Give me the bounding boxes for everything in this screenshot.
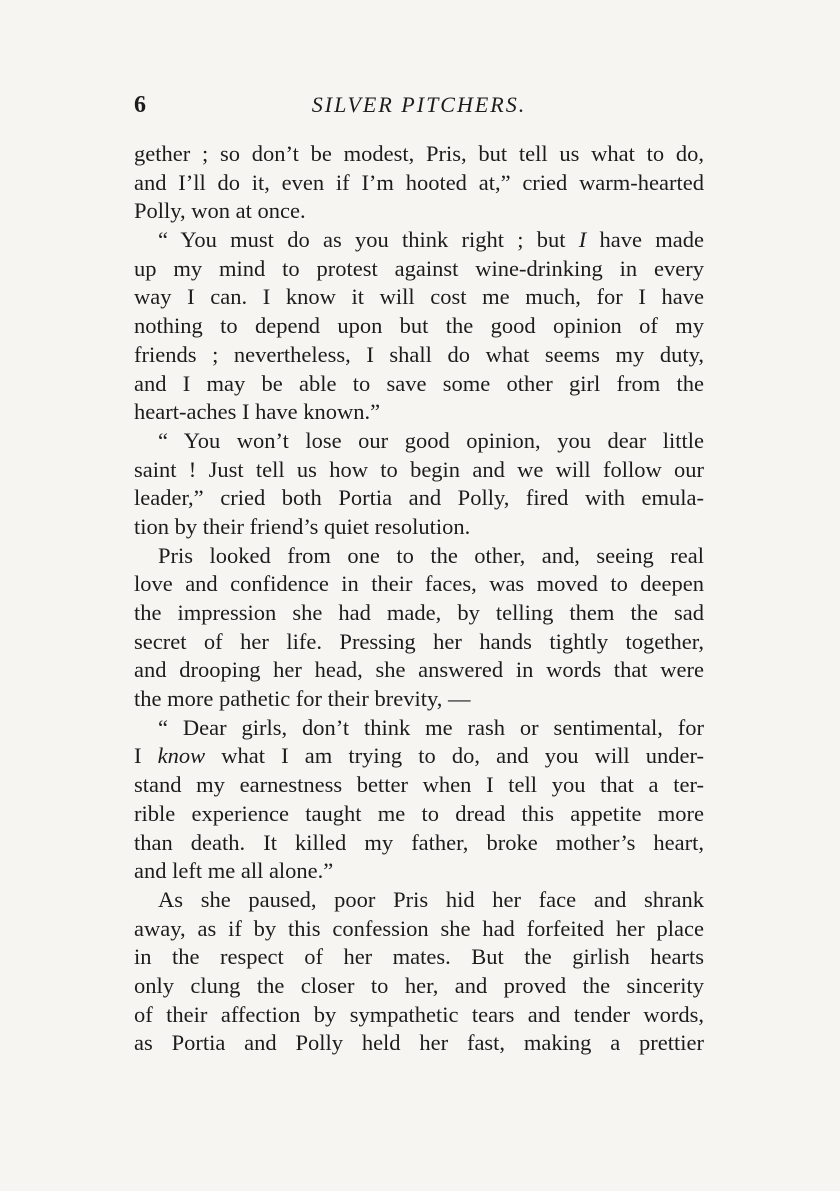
running-title: SILVER PITCHERS. xyxy=(311,92,527,117)
text-line: love and confidence in their faces, was moved to deepen xyxy=(134,571,704,597)
text-line: and drooping her head, she answered in words that were xyxy=(134,657,704,683)
text-fragment: what I am trying to do, and you will under- xyxy=(205,743,705,769)
text-line: and left me all alone.” xyxy=(134,858,334,884)
text-line: friends ; nevertheless, I shall do what seems my duty, xyxy=(134,341,704,367)
text-line: as Portia and Polly held her fast, making a prettier xyxy=(134,1030,704,1056)
text-line: away, as if by this confession she had forfeited her place xyxy=(134,915,704,941)
text-line: gether ; so don’t be modest, Pris, but tell us what to do, xyxy=(134,141,704,166)
page-number: 6 xyxy=(134,92,146,118)
text-line: nothing to depend upon but the good opinion of my xyxy=(134,313,704,339)
text-line: the impression she had made, by telling them the sad xyxy=(134,600,704,625)
text-fragment: “ You must do as you think right ; but xyxy=(158,227,566,253)
text-line: saint ! Just tell us how to begin and we will follow our xyxy=(134,456,704,482)
body-text xyxy=(134,140,704,1058)
text-line: and I may be able to save some other girl from the xyxy=(134,370,704,396)
text-line: “ You won’t lose our good opinion, you dear little xyxy=(158,427,704,453)
text-line: secret of her life. Pressing her hands tightly together, xyxy=(134,628,704,654)
text-line: only clung the closer to her, and proved the sincerity xyxy=(134,972,704,998)
italic-fragment: know xyxy=(157,743,206,769)
text-line: tion by their friend’s quiet resolution. xyxy=(134,513,471,539)
text-line xyxy=(134,742,704,771)
text-line: leader,” cried both Portia and Polly, fired with emula- xyxy=(134,485,704,511)
text-line: “ Dear girls, don’t think me rash or sentimental, for xyxy=(158,714,704,740)
text-line: Polly, won at once. xyxy=(134,198,306,224)
text-line: heart-aches I have known.” xyxy=(134,399,381,425)
text-line: As she paused, poor Pris hid her face and shrank xyxy=(158,886,704,912)
text-line: in the respect of her mates. But the girlish hearts xyxy=(134,944,704,970)
text-line: and I’ll do it, even if I’m hooted at,” cried warm-hearted xyxy=(134,169,704,195)
text-line xyxy=(134,226,704,255)
text-line: than death. It killed my father, broke mother’s heart, xyxy=(134,829,704,855)
text-line: the more pathetic for their brevity, — xyxy=(134,686,471,712)
text-line: Pris looked from one to the other, and, seeing real xyxy=(158,542,704,568)
text-line: rible experience taught me to dread this appetite more xyxy=(134,800,704,826)
text-fragment: I xyxy=(134,743,142,769)
text-line: of their affection by sympathetic tears and tender words, xyxy=(134,1001,704,1027)
text-fragment: have made xyxy=(586,227,705,253)
text-line: stand my earnestness better when I tell you that a ter- xyxy=(134,772,704,798)
italic-fragment: I xyxy=(578,227,587,253)
text-line: way I can. I know it will cost me much, for I have xyxy=(134,284,704,310)
running-head xyxy=(134,90,704,120)
text-line: up my mind to protest against wine-drinking in every xyxy=(134,255,704,281)
